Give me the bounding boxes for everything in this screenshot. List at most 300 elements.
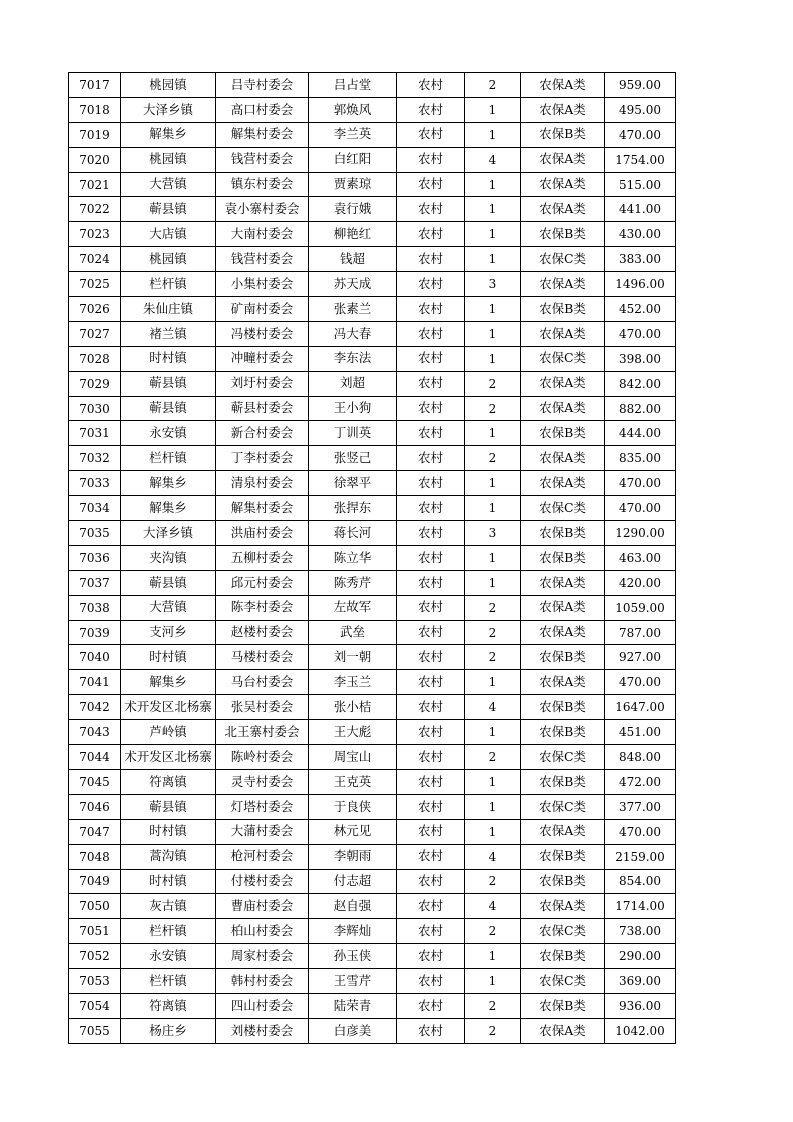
town-cell: 时村镇 bbox=[121, 645, 216, 670]
amount-cell: 398.00 bbox=[605, 346, 676, 371]
category-cell: 农保C类 bbox=[521, 969, 605, 994]
table-body bbox=[69, 73, 676, 1044]
name-cell: 孙玉侠 bbox=[309, 944, 397, 969]
town-cell: 栏杆镇 bbox=[121, 919, 216, 944]
amount-cell: 452.00 bbox=[605, 297, 676, 322]
name-cell: 苏天成 bbox=[309, 272, 397, 297]
id-cell: 7023 bbox=[69, 222, 121, 247]
category-cell: 农保C类 bbox=[521, 247, 605, 272]
id-cell: 7037 bbox=[69, 570, 121, 595]
amount-cell: 470.00 bbox=[605, 122, 676, 147]
area-type-cell: 农村 bbox=[397, 421, 465, 446]
amount-cell: 1290.00 bbox=[605, 521, 676, 546]
table-row bbox=[69, 172, 676, 197]
name-cell: 白红阳 bbox=[309, 147, 397, 172]
count-cell: 2 bbox=[465, 745, 521, 770]
area-type-cell: 农村 bbox=[397, 97, 465, 122]
category-cell: 农保B类 bbox=[521, 545, 605, 570]
amount-cell: 1647.00 bbox=[605, 695, 676, 720]
area-type-cell: 农村 bbox=[397, 944, 465, 969]
amount-cell: 470.00 bbox=[605, 471, 676, 496]
id-cell: 7025 bbox=[69, 272, 121, 297]
area-type-cell: 农村 bbox=[397, 396, 465, 421]
town-cell: 时村镇 bbox=[121, 819, 216, 844]
category-cell: 农保A类 bbox=[521, 446, 605, 471]
category-cell: 农保B类 bbox=[521, 695, 605, 720]
table-row bbox=[69, 272, 676, 297]
id-cell: 7028 bbox=[69, 346, 121, 371]
amount-cell: 451.00 bbox=[605, 720, 676, 745]
id-cell: 7048 bbox=[69, 844, 121, 869]
amount-cell: 842.00 bbox=[605, 371, 676, 396]
area-type-cell: 农村 bbox=[397, 321, 465, 346]
town-cell: 灰古镇 bbox=[121, 894, 216, 919]
count-cell: 4 bbox=[465, 147, 521, 172]
count-cell: 1 bbox=[465, 720, 521, 745]
village-cell: 赵楼村委会 bbox=[216, 620, 309, 645]
table-row bbox=[69, 471, 676, 496]
amount-cell: 444.00 bbox=[605, 421, 676, 446]
area-type-cell: 农村 bbox=[397, 595, 465, 620]
table-row bbox=[69, 819, 676, 844]
table-row bbox=[69, 645, 676, 670]
town-cell: 符离镇 bbox=[121, 769, 216, 794]
village-cell: 曹庙村委会 bbox=[216, 894, 309, 919]
village-cell: 灵寺村委会 bbox=[216, 769, 309, 794]
name-cell: 钱超 bbox=[309, 247, 397, 272]
amount-cell: 420.00 bbox=[605, 570, 676, 595]
id-cell: 7053 bbox=[69, 969, 121, 994]
count-cell: 2 bbox=[465, 1018, 521, 1043]
town-cell: 大营镇 bbox=[121, 595, 216, 620]
count-cell: 1 bbox=[465, 247, 521, 272]
town-cell: 芦岭镇 bbox=[121, 720, 216, 745]
id-cell: 7036 bbox=[69, 545, 121, 570]
town-cell: 褚兰镇 bbox=[121, 321, 216, 346]
village-cell: 柏山村委会 bbox=[216, 919, 309, 944]
count-cell: 1 bbox=[465, 944, 521, 969]
village-cell: 清泉村委会 bbox=[216, 471, 309, 496]
category-cell: 农保C类 bbox=[521, 346, 605, 371]
table-row bbox=[69, 695, 676, 720]
amount-cell: 738.00 bbox=[605, 919, 676, 944]
count-cell: 4 bbox=[465, 844, 521, 869]
table-row bbox=[69, 346, 676, 371]
category-cell: 农保B类 bbox=[521, 421, 605, 446]
village-cell: 小集村委会 bbox=[216, 272, 309, 297]
area-type-cell: 农村 bbox=[397, 1018, 465, 1043]
id-cell: 7040 bbox=[69, 645, 121, 670]
id-cell: 7034 bbox=[69, 496, 121, 521]
area-type-cell: 农村 bbox=[397, 794, 465, 819]
id-cell: 7043 bbox=[69, 720, 121, 745]
amount-cell: 959.00 bbox=[605, 73, 676, 98]
area-type-cell: 农村 bbox=[397, 745, 465, 770]
area-type-cell: 农村 bbox=[397, 545, 465, 570]
category-cell: 农保C类 bbox=[521, 496, 605, 521]
category-cell: 农保A类 bbox=[521, 620, 605, 645]
amount-cell: 936.00 bbox=[605, 993, 676, 1018]
table-row bbox=[69, 670, 676, 695]
amount-cell: 495.00 bbox=[605, 97, 676, 122]
amount-cell: 848.00 bbox=[605, 745, 676, 770]
table-row bbox=[69, 919, 676, 944]
village-cell: 矿南村委会 bbox=[216, 297, 309, 322]
area-type-cell: 农村 bbox=[397, 869, 465, 894]
amount-cell: 927.00 bbox=[605, 645, 676, 670]
id-cell: 7024 bbox=[69, 247, 121, 272]
name-cell: 王雪芹 bbox=[309, 969, 397, 994]
town-cell: 术开发区北杨寨 bbox=[121, 745, 216, 770]
table-row bbox=[69, 620, 676, 645]
area-type-cell: 农村 bbox=[397, 695, 465, 720]
name-cell: 蒋长河 bbox=[309, 521, 397, 546]
name-cell: 冯大春 bbox=[309, 321, 397, 346]
amount-cell: 835.00 bbox=[605, 446, 676, 471]
count-cell: 2 bbox=[465, 993, 521, 1018]
table-row bbox=[69, 844, 676, 869]
id-cell: 7019 bbox=[69, 122, 121, 147]
name-cell: 袁行娥 bbox=[309, 197, 397, 222]
village-cell: 陈岭村委会 bbox=[216, 745, 309, 770]
town-cell: 蕲县镇 bbox=[121, 197, 216, 222]
village-cell: 大蒲村委会 bbox=[216, 819, 309, 844]
name-cell: 李辉灿 bbox=[309, 919, 397, 944]
village-cell: 马台村委会 bbox=[216, 670, 309, 695]
area-type-cell: 农村 bbox=[397, 620, 465, 645]
town-cell: 解集乡 bbox=[121, 471, 216, 496]
name-cell: 徐翠平 bbox=[309, 471, 397, 496]
amount-cell: 290.00 bbox=[605, 944, 676, 969]
amount-cell: 882.00 bbox=[605, 396, 676, 421]
area-type-cell: 农村 bbox=[397, 993, 465, 1018]
table-row bbox=[69, 745, 676, 770]
town-cell: 时村镇 bbox=[121, 869, 216, 894]
town-cell: 蕲县镇 bbox=[121, 371, 216, 396]
name-cell: 陈秀芹 bbox=[309, 570, 397, 595]
count-cell: 3 bbox=[465, 272, 521, 297]
table-row bbox=[69, 396, 676, 421]
category-cell: 农保B类 bbox=[521, 993, 605, 1018]
town-cell: 永安镇 bbox=[121, 944, 216, 969]
count-cell: 1 bbox=[465, 321, 521, 346]
town-cell: 朱仙庄镇 bbox=[121, 297, 216, 322]
id-cell: 7055 bbox=[69, 1018, 121, 1043]
name-cell: 陈立华 bbox=[309, 545, 397, 570]
category-cell: 农保B类 bbox=[521, 720, 605, 745]
table-row bbox=[69, 222, 676, 247]
table-row bbox=[69, 521, 676, 546]
table-row bbox=[69, 595, 676, 620]
amount-cell: 1714.00 bbox=[605, 894, 676, 919]
amount-cell: 854.00 bbox=[605, 869, 676, 894]
table-row bbox=[69, 321, 676, 346]
name-cell: 刘超 bbox=[309, 371, 397, 396]
village-cell: 陈李村委会 bbox=[216, 595, 309, 620]
amount-cell: 1042.00 bbox=[605, 1018, 676, 1043]
village-cell: 蕲县村委会 bbox=[216, 396, 309, 421]
village-cell: 枪河村委会 bbox=[216, 844, 309, 869]
area-type-cell: 农村 bbox=[397, 122, 465, 147]
id-cell: 7042 bbox=[69, 695, 121, 720]
town-cell: 蕲县镇 bbox=[121, 794, 216, 819]
area-type-cell: 农村 bbox=[397, 570, 465, 595]
village-cell: 五柳村委会 bbox=[216, 545, 309, 570]
table-row bbox=[69, 969, 676, 994]
table-row bbox=[69, 1018, 676, 1043]
category-cell: 农保B类 bbox=[521, 769, 605, 794]
count-cell: 2 bbox=[465, 620, 521, 645]
town-cell: 大泽乡镇 bbox=[121, 521, 216, 546]
count-cell: 1 bbox=[465, 769, 521, 794]
category-cell: 农保B类 bbox=[521, 869, 605, 894]
category-cell: 农保A类 bbox=[521, 471, 605, 496]
count-cell: 1 bbox=[465, 969, 521, 994]
category-cell: 农保A类 bbox=[521, 595, 605, 620]
category-cell: 农保A类 bbox=[521, 371, 605, 396]
table-row bbox=[69, 247, 676, 272]
table-row bbox=[69, 297, 676, 322]
id-cell: 7029 bbox=[69, 371, 121, 396]
category-cell: 农保C类 bbox=[521, 794, 605, 819]
village-cell: 洪庙村委会 bbox=[216, 521, 309, 546]
name-cell: 李东法 bbox=[309, 346, 397, 371]
area-type-cell: 农村 bbox=[397, 446, 465, 471]
name-cell: 陆荣青 bbox=[309, 993, 397, 1018]
count-cell: 1 bbox=[465, 222, 521, 247]
id-cell: 7032 bbox=[69, 446, 121, 471]
area-type-cell: 农村 bbox=[397, 272, 465, 297]
village-cell: 灯塔村委会 bbox=[216, 794, 309, 819]
category-cell: 农保A类 bbox=[521, 97, 605, 122]
count-cell: 1 bbox=[465, 819, 521, 844]
id-cell: 7049 bbox=[69, 869, 121, 894]
town-cell: 蕲县镇 bbox=[121, 570, 216, 595]
count-cell: 2 bbox=[465, 396, 521, 421]
count-cell: 1 bbox=[465, 421, 521, 446]
table-row bbox=[69, 769, 676, 794]
town-cell: 支河乡 bbox=[121, 620, 216, 645]
name-cell: 李兰英 bbox=[309, 122, 397, 147]
area-type-cell: 农村 bbox=[397, 496, 465, 521]
area-type-cell: 农村 bbox=[397, 247, 465, 272]
area-type-cell: 农村 bbox=[397, 919, 465, 944]
table-row bbox=[69, 371, 676, 396]
village-cell: 大南村委会 bbox=[216, 222, 309, 247]
category-cell: 农保C类 bbox=[521, 919, 605, 944]
category-cell: 农保A类 bbox=[521, 396, 605, 421]
area-type-cell: 农村 bbox=[397, 969, 465, 994]
name-cell: 于良侠 bbox=[309, 794, 397, 819]
area-type-cell: 农村 bbox=[397, 819, 465, 844]
category-cell: 农保A类 bbox=[521, 321, 605, 346]
category-cell: 农保B类 bbox=[521, 122, 605, 147]
id-cell: 7041 bbox=[69, 670, 121, 695]
name-cell: 赵自强 bbox=[309, 894, 397, 919]
count-cell: 1 bbox=[465, 670, 521, 695]
table-row bbox=[69, 421, 676, 446]
table-row bbox=[69, 993, 676, 1018]
id-cell: 7030 bbox=[69, 396, 121, 421]
village-cell: 丁李村委会 bbox=[216, 446, 309, 471]
town-cell: 符离镇 bbox=[121, 993, 216, 1018]
category-cell: 农保A类 bbox=[521, 670, 605, 695]
village-cell: 解集村委会 bbox=[216, 122, 309, 147]
count-cell: 2 bbox=[465, 595, 521, 620]
name-cell: 王大彪 bbox=[309, 720, 397, 745]
table-row bbox=[69, 197, 676, 222]
category-cell: 农保A类 bbox=[521, 1018, 605, 1043]
village-cell: 北王寨村委会 bbox=[216, 720, 309, 745]
village-cell: 马楼村委会 bbox=[216, 645, 309, 670]
category-cell: 农保B类 bbox=[521, 222, 605, 247]
village-cell: 张吴村委会 bbox=[216, 695, 309, 720]
town-cell: 永安镇 bbox=[121, 421, 216, 446]
id-cell: 7051 bbox=[69, 919, 121, 944]
name-cell: 林元见 bbox=[309, 819, 397, 844]
town-cell: 夹沟镇 bbox=[121, 545, 216, 570]
id-cell: 7046 bbox=[69, 794, 121, 819]
name-cell: 白彦美 bbox=[309, 1018, 397, 1043]
count-cell: 2 bbox=[465, 919, 521, 944]
town-cell: 栏杆镇 bbox=[121, 446, 216, 471]
amount-cell: 1496.00 bbox=[605, 272, 676, 297]
town-cell: 解集乡 bbox=[121, 496, 216, 521]
id-cell: 7020 bbox=[69, 147, 121, 172]
town-cell: 蕲县镇 bbox=[121, 396, 216, 421]
amount-cell: 787.00 bbox=[605, 620, 676, 645]
table-row bbox=[69, 446, 676, 471]
category-cell: 农保A类 bbox=[521, 172, 605, 197]
area-type-cell: 农村 bbox=[397, 172, 465, 197]
id-cell: 7033 bbox=[69, 471, 121, 496]
name-cell: 郭焕风 bbox=[309, 97, 397, 122]
area-type-cell: 农村 bbox=[397, 346, 465, 371]
area-type-cell: 农村 bbox=[397, 73, 465, 98]
count-cell: 2 bbox=[465, 371, 521, 396]
area-type-cell: 农村 bbox=[397, 769, 465, 794]
village-cell: 解集村委会 bbox=[216, 496, 309, 521]
count-cell: 3 bbox=[465, 521, 521, 546]
id-cell: 7021 bbox=[69, 172, 121, 197]
area-type-cell: 农村 bbox=[397, 521, 465, 546]
amount-cell: 377.00 bbox=[605, 794, 676, 819]
name-cell: 柳艳红 bbox=[309, 222, 397, 247]
amount-cell: 430.00 bbox=[605, 222, 676, 247]
area-type-cell: 农村 bbox=[397, 670, 465, 695]
town-cell: 栏杆镇 bbox=[121, 969, 216, 994]
area-type-cell: 农村 bbox=[397, 720, 465, 745]
amount-cell: 470.00 bbox=[605, 819, 676, 844]
town-cell: 杨庄乡 bbox=[121, 1018, 216, 1043]
town-cell: 大营镇 bbox=[121, 172, 216, 197]
name-cell: 张捍东 bbox=[309, 496, 397, 521]
town-cell: 桃园镇 bbox=[121, 147, 216, 172]
count-cell: 1 bbox=[465, 471, 521, 496]
count-cell: 4 bbox=[465, 695, 521, 720]
table-row bbox=[69, 496, 676, 521]
amount-cell: 470.00 bbox=[605, 496, 676, 521]
name-cell: 王克英 bbox=[309, 769, 397, 794]
amount-cell: 369.00 bbox=[605, 969, 676, 994]
count-cell: 1 bbox=[465, 496, 521, 521]
amount-cell: 1754.00 bbox=[605, 147, 676, 172]
table-row bbox=[69, 570, 676, 595]
id-cell: 7017 bbox=[69, 73, 121, 98]
id-cell: 7050 bbox=[69, 894, 121, 919]
village-cell: 钱营村委会 bbox=[216, 147, 309, 172]
town-cell: 时村镇 bbox=[121, 346, 216, 371]
village-cell: 韩村村委会 bbox=[216, 969, 309, 994]
amount-cell: 441.00 bbox=[605, 197, 676, 222]
count-cell: 1 bbox=[465, 570, 521, 595]
category-cell: 农保B类 bbox=[521, 944, 605, 969]
village-cell: 四山村委会 bbox=[216, 993, 309, 1018]
category-cell: 农保A类 bbox=[521, 272, 605, 297]
id-cell: 7031 bbox=[69, 421, 121, 446]
area-type-cell: 农村 bbox=[397, 197, 465, 222]
area-type-cell: 农村 bbox=[397, 844, 465, 869]
count-cell: 1 bbox=[465, 346, 521, 371]
town-cell: 解集乡 bbox=[121, 670, 216, 695]
name-cell: 付志超 bbox=[309, 869, 397, 894]
count-cell: 1 bbox=[465, 297, 521, 322]
town-cell: 栏杆镇 bbox=[121, 272, 216, 297]
area-type-cell: 农村 bbox=[397, 645, 465, 670]
name-cell: 周宝山 bbox=[309, 745, 397, 770]
name-cell: 左故军 bbox=[309, 595, 397, 620]
village-cell: 周家村委会 bbox=[216, 944, 309, 969]
area-type-cell: 农村 bbox=[397, 147, 465, 172]
amount-cell: 2159.00 bbox=[605, 844, 676, 869]
name-cell: 李玉兰 bbox=[309, 670, 397, 695]
category-cell: 农保A类 bbox=[521, 73, 605, 98]
count-cell: 4 bbox=[465, 894, 521, 919]
category-cell: 农保A类 bbox=[521, 197, 605, 222]
id-cell: 7027 bbox=[69, 321, 121, 346]
area-type-cell: 农村 bbox=[397, 471, 465, 496]
table-row bbox=[69, 97, 676, 122]
area-type-cell: 农村 bbox=[397, 894, 465, 919]
table-row bbox=[69, 147, 676, 172]
table-row bbox=[69, 794, 676, 819]
amount-cell: 1059.00 bbox=[605, 595, 676, 620]
count-cell: 2 bbox=[465, 446, 521, 471]
count-cell: 1 bbox=[465, 794, 521, 819]
village-cell: 冲疃村委会 bbox=[216, 346, 309, 371]
name-cell: 刘一朝 bbox=[309, 645, 397, 670]
village-cell: 袁小寨村委会 bbox=[216, 197, 309, 222]
name-cell: 王小狗 bbox=[309, 396, 397, 421]
village-cell: 邱元村委会 bbox=[216, 570, 309, 595]
category-cell: 农保A类 bbox=[521, 147, 605, 172]
category-cell: 农保B类 bbox=[521, 844, 605, 869]
category-cell: 农保A类 bbox=[521, 570, 605, 595]
amount-cell: 515.00 bbox=[605, 172, 676, 197]
id-cell: 7018 bbox=[69, 97, 121, 122]
id-cell: 7035 bbox=[69, 521, 121, 546]
id-cell: 7038 bbox=[69, 595, 121, 620]
amount-cell: 463.00 bbox=[605, 545, 676, 570]
area-type-cell: 农村 bbox=[397, 222, 465, 247]
category-cell: 农保B类 bbox=[521, 521, 605, 546]
id-cell: 7044 bbox=[69, 745, 121, 770]
table-row bbox=[69, 122, 676, 147]
amount-cell: 470.00 bbox=[605, 321, 676, 346]
town-cell: 桃园镇 bbox=[121, 73, 216, 98]
count-cell: 1 bbox=[465, 122, 521, 147]
count-cell: 1 bbox=[465, 545, 521, 570]
